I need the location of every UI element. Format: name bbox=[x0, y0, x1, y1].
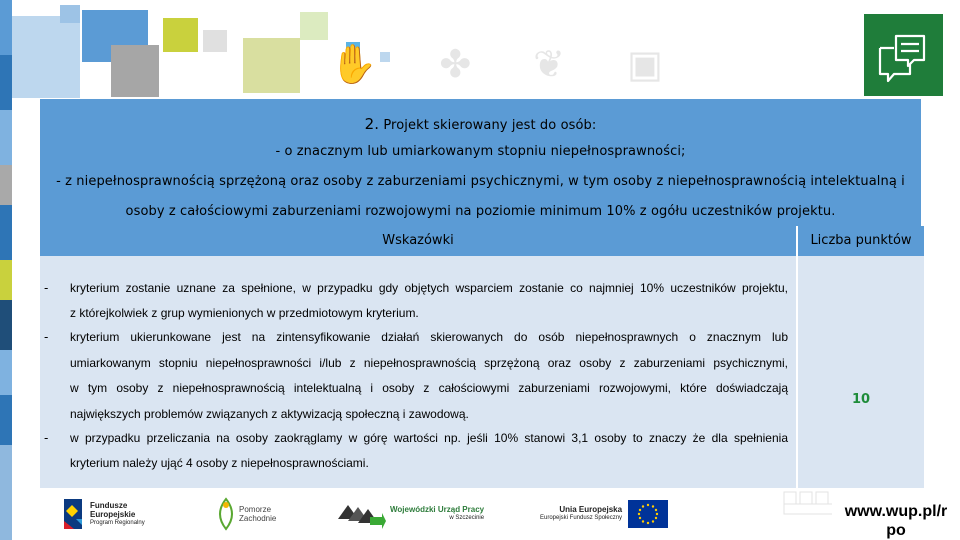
logo-text: Europejskie bbox=[90, 509, 136, 519]
list-item-text: z którejkolwiek z grup wymienionych w przedmiotowym kryterium. bbox=[70, 306, 419, 320]
speech-bubble-icon bbox=[864, 14, 943, 96]
column-header-points: Liczba punktów bbox=[798, 226, 924, 256]
criteria-title bbox=[40, 115, 921, 133]
decor-square bbox=[111, 45, 159, 97]
list-item-text: w przypadku przeliczania na osoby zaokrąglamy w górę wartości np. jeśli 10% stanowi 3,1 osoby to znaczy że dla spełnienia bbox=[70, 431, 788, 445]
decorative-icon-row bbox=[330, 40, 663, 88]
logo-text: Pomorze bbox=[239, 505, 272, 514]
website-url[interactable]: www.wup.pl/r po bbox=[844, 503, 948, 539]
criteria-line: osoby z całościowymi zaburzeniami rozwojowymi na poziomie minimum 10% z ogółu uczestników projektu. bbox=[125, 204, 836, 219]
column-header-hints: Wskazówki bbox=[40, 226, 796, 256]
logo-wup bbox=[336, 494, 484, 534]
list-bullet: - bbox=[44, 281, 49, 295]
train-icon: ▣ bbox=[627, 42, 663, 86]
list-item-text: umiarkowanym stopniu niepełnosprawności i/lub z niepełnosprawnością sprzężoną oraz osoby z zaburzeniami psychicznymi, bbox=[70, 356, 788, 370]
wup-books-icon bbox=[336, 499, 386, 529]
leaves-icon: ❦ bbox=[533, 42, 566, 86]
wind-turbine-icon: ✤ bbox=[439, 42, 472, 86]
logo-text: Wojewódzki Urząd Pracy bbox=[390, 505, 485, 514]
logo-text: Fundusze bbox=[90, 500, 128, 510]
speech-bubble-box bbox=[864, 14, 943, 96]
list-item-text: w tym osoby z niepełnosprawnością intelektualną i osoby z całościowymi zaburzeniami rozwojowymi, które doświadczają bbox=[70, 381, 788, 395]
logo-unia-europejska bbox=[540, 494, 668, 534]
logo-text: w Szczecinie bbox=[449, 515, 485, 521]
logo-text: Unia Europejska bbox=[559, 505, 623, 514]
list-bullet: - bbox=[44, 431, 49, 445]
list-bullet: - bbox=[44, 330, 49, 344]
criteria-line: - z niepełnosprawnością sprzężoną oraz osoby z zaburzeniami psychicznymi, w tym osoby z niepełnosprawnością intelektualną i bbox=[56, 174, 905, 189]
criteria-header-block bbox=[40, 99, 921, 226]
eu-flag-icon bbox=[628, 500, 668, 528]
logo-text: Zachodnie bbox=[239, 514, 277, 523]
hints-table bbox=[40, 226, 924, 488]
decor-square bbox=[203, 30, 227, 52]
left-color-stripe bbox=[0, 0, 12, 540]
logo-fundusze-europejskie bbox=[62, 494, 145, 534]
fe-star-icon bbox=[62, 497, 86, 531]
pomorze-leaf-icon bbox=[215, 497, 237, 531]
points-cell bbox=[798, 256, 924, 488]
logo-text: Europejski Fundusz Społeczny bbox=[540, 515, 623, 521]
decor-square bbox=[12, 16, 80, 98]
list-item-text: kryterium należy ująć 4 osoby z niepełnosprawnościami. bbox=[70, 456, 369, 470]
decor-square bbox=[60, 5, 80, 23]
criteria-title-text: Projekt skierowany jest do osób: bbox=[383, 118, 597, 133]
criteria-line: - o znacznym lub umiarkowanym stopniu niepełnosprawności; bbox=[275, 144, 686, 159]
decor-square bbox=[300, 12, 328, 40]
criteria-number: 2. bbox=[364, 115, 380, 133]
decor-square bbox=[243, 38, 300, 93]
list-item-text: kryterium ukierunkowane jest na zintensyfikowanie działań skierowanych do osób niepełnosprawnych o znacznym lub bbox=[70, 330, 788, 344]
points-value: 10 bbox=[851, 392, 871, 407]
logo-pomorze-zachodnie bbox=[215, 494, 276, 534]
list-item-text: największych problemów związanych z aktywizacją społeczną i zawodową. bbox=[70, 407, 469, 421]
hand-icon: ✋ bbox=[330, 42, 378, 86]
logo-text: Program Regionalny bbox=[90, 519, 145, 526]
list-item-text: kryterium zostanie uznane za spełnione, w przypadku gdy objętych wsparciem zostanie co najmniej 10% uczestników projektu, bbox=[70, 281, 788, 295]
hints-cell bbox=[40, 256, 796, 488]
website-url-text[interactable] bbox=[832, 502, 960, 540]
decor-square bbox=[163, 18, 198, 52]
